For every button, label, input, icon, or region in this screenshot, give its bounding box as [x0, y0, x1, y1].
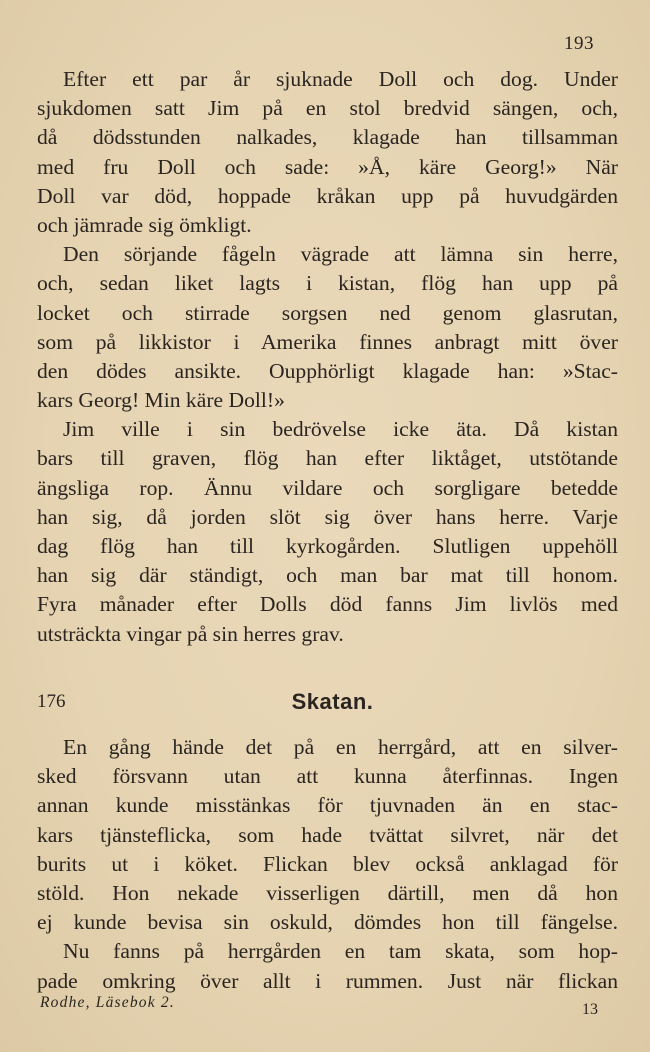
text-line: och, sedan liket lagts i kistan, flög han upp på	[37, 271, 618, 296]
text-line: kars Georg! Min käre Doll!»	[37, 388, 285, 413]
text-line: han sig där ständigt, och man bar mat till honom.	[37, 563, 618, 588]
text-line: Fyra månader efter Dolls död fanns Jim livlös med	[37, 592, 618, 617]
text-line: ej kunde bevisa sin oskuld, dömdes hon till fängelse.	[37, 910, 618, 935]
text-line: annan kunde misstänkas för tjuvnaden än en stac-	[37, 793, 618, 818]
text-line: locket och stirrade sorgsen ned genom glasrutan,	[37, 300, 618, 325]
section-title: Skatan.	[291, 689, 374, 714]
page-number: 193	[564, 33, 594, 54]
text-line: Den sörjande fågeln vägrade att lämna sin herre,	[63, 242, 618, 267]
paragraph-block-doll	[37, 65, 618, 649]
text-line: med fru Doll och sade: »Å, käre Georg!» När	[37, 154, 618, 179]
text-line: han sig, då jorden slöt sig över hans herre. Varje	[37, 504, 618, 529]
text-line: Jim ville i sin bedrövelse icke äta. Då kistan	[63, 417, 618, 442]
text-line: burits ut i köket. Flickan blev också anklagad för	[37, 851, 618, 876]
text-line: sjukdomen satt Jim på en stol bredvid sängen, och,	[37, 96, 618, 121]
section-heading	[37, 689, 618, 719]
text-line: Efter ett par år sjuknade Doll och dog. Under	[63, 67, 618, 91]
sheet-number: 13	[582, 1001, 598, 1018]
text-line: som på likkistor i Amerika finnes anbragt mitt över	[37, 329, 618, 354]
text-line: dag flög han till kyrkogården. Slutligen uppehöll	[37, 534, 618, 558]
text-line: pade omkring över allt i rummen. Just när flickan	[37, 968, 618, 993]
text-line: bars till graven, flög han efter liktåget, utstötande	[37, 446, 618, 471]
text-line: då dödsstunden nalkades, klagade han tillsamman	[37, 125, 618, 150]
text-line: och jämrade sig ömkligt.	[37, 212, 252, 237]
text-line: En gång hände det på en herrgård, att en silver-	[63, 735, 618, 759]
section-number: 176	[37, 691, 66, 712]
text-line: Doll var död, hoppade kråkan upp på huvudgärden	[37, 183, 618, 208]
paragraph-block-skatan	[37, 733, 618, 996]
text-line: den dödes ansikte. Oupphörligt klagade han: »Stac-	[37, 358, 618, 383]
text-line: utsträckta vingar på sin herres grav.	[37, 621, 344, 646]
text-line: ängsliga rop. Ännu vildare och sorgligare betedde	[37, 475, 618, 500]
text-line: sked försvann utan att kunna återfinnas. Ingen	[37, 764, 618, 789]
footer-signature: Rodhe, Läsebok 2.	[40, 994, 175, 1011]
text-line: kars tjänsteflicka, som hade tvättat silvret, när det	[37, 822, 618, 847]
text-line: Nu fanns på herrgården en tam skata, som hop-	[63, 939, 618, 964]
text-line: stöld. Hon nekade visserligen därtill, men då hon	[37, 880, 618, 905]
